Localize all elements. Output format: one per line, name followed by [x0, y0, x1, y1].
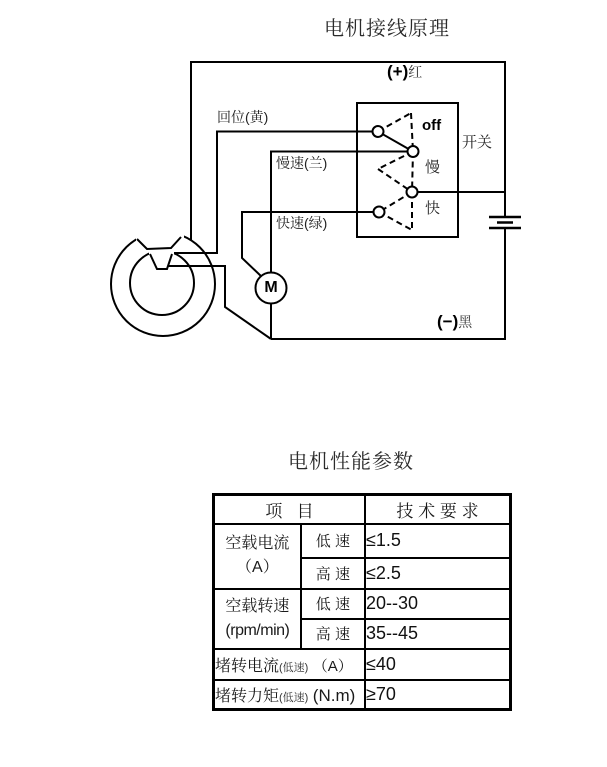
switch-box: [357, 103, 458, 237]
label-stall-current: [214, 649, 366, 680]
table-title: 电机性能参数: [288, 451, 414, 473]
switch-fast-label: 快: [425, 200, 441, 217]
label-stall-torque: [214, 680, 366, 710]
group-noload-current: [214, 524, 301, 589]
sub-low-speed: 低 速: [301, 524, 365, 558]
negative-terminal-label: [437, 313, 472, 332]
wire-return: [174, 132, 378, 254]
group-unit: (rpm/min): [225, 621, 290, 639]
cam-symbol: [111, 226, 215, 336]
positive-terminal-label: [387, 63, 422, 82]
table-row: [214, 649, 511, 680]
row-label: 堵转电流: [215, 657, 280, 675]
negative-wire-color: 黑: [458, 314, 473, 330]
row-unit: (N.m): [312, 685, 356, 705]
table-row: [214, 524, 511, 558]
return-wire-label: 回位(黄): [217, 109, 269, 125]
sub-high-speed: 高 速: [301, 558, 365, 589]
diagram-title: 电机接线原理: [324, 18, 450, 40]
table-row: [214, 589, 511, 619]
motor-letter: M: [264, 279, 278, 296]
positive-wire-color: 红: [408, 64, 423, 80]
minus-sign: (−): [437, 312, 459, 331]
table-header-row: [214, 495, 511, 524]
parameters-table: [212, 493, 512, 711]
battery-icon: [489, 217, 521, 228]
row-unit: （A）: [312, 657, 353, 675]
slow-wire-label: 慢速(兰): [276, 155, 328, 171]
group-label: 空载转速: [225, 597, 290, 615]
value-stall-torque: ≥70: [365, 680, 511, 710]
table-row: [214, 680, 511, 710]
switch-label: 开关: [462, 134, 493, 151]
row-sublabel: (低速): [279, 691, 309, 704]
header-item: 项 目: [214, 495, 366, 524]
value-noload-current-low: ≤1.5: [365, 524, 511, 558]
group-label: 空载电流: [225, 535, 290, 552]
group-unit: （A）: [236, 559, 279, 576]
row-sublabel: (低速): [279, 661, 309, 674]
value-noload-speed-low: 20--30: [365, 589, 511, 619]
value-stall-current: ≤40: [365, 649, 511, 680]
switch-slow-label: 慢: [425, 159, 441, 176]
value-noload-current-high: ≤2.5: [365, 558, 511, 589]
fast-wire-label: 快速(绿): [276, 215, 328, 231]
sub-high-speed: 高 速: [301, 619, 365, 649]
row-label: 堵转力矩: [215, 687, 280, 705]
sub-low-speed: 低 速: [301, 589, 365, 619]
switch-off-label: off: [422, 117, 442, 134]
header-requirement: 技 术 要 求: [365, 495, 511, 524]
plus-sign: (+): [387, 62, 409, 81]
value-noload-speed-high: 35--45: [365, 619, 511, 649]
group-noload-speed: [214, 589, 301, 649]
